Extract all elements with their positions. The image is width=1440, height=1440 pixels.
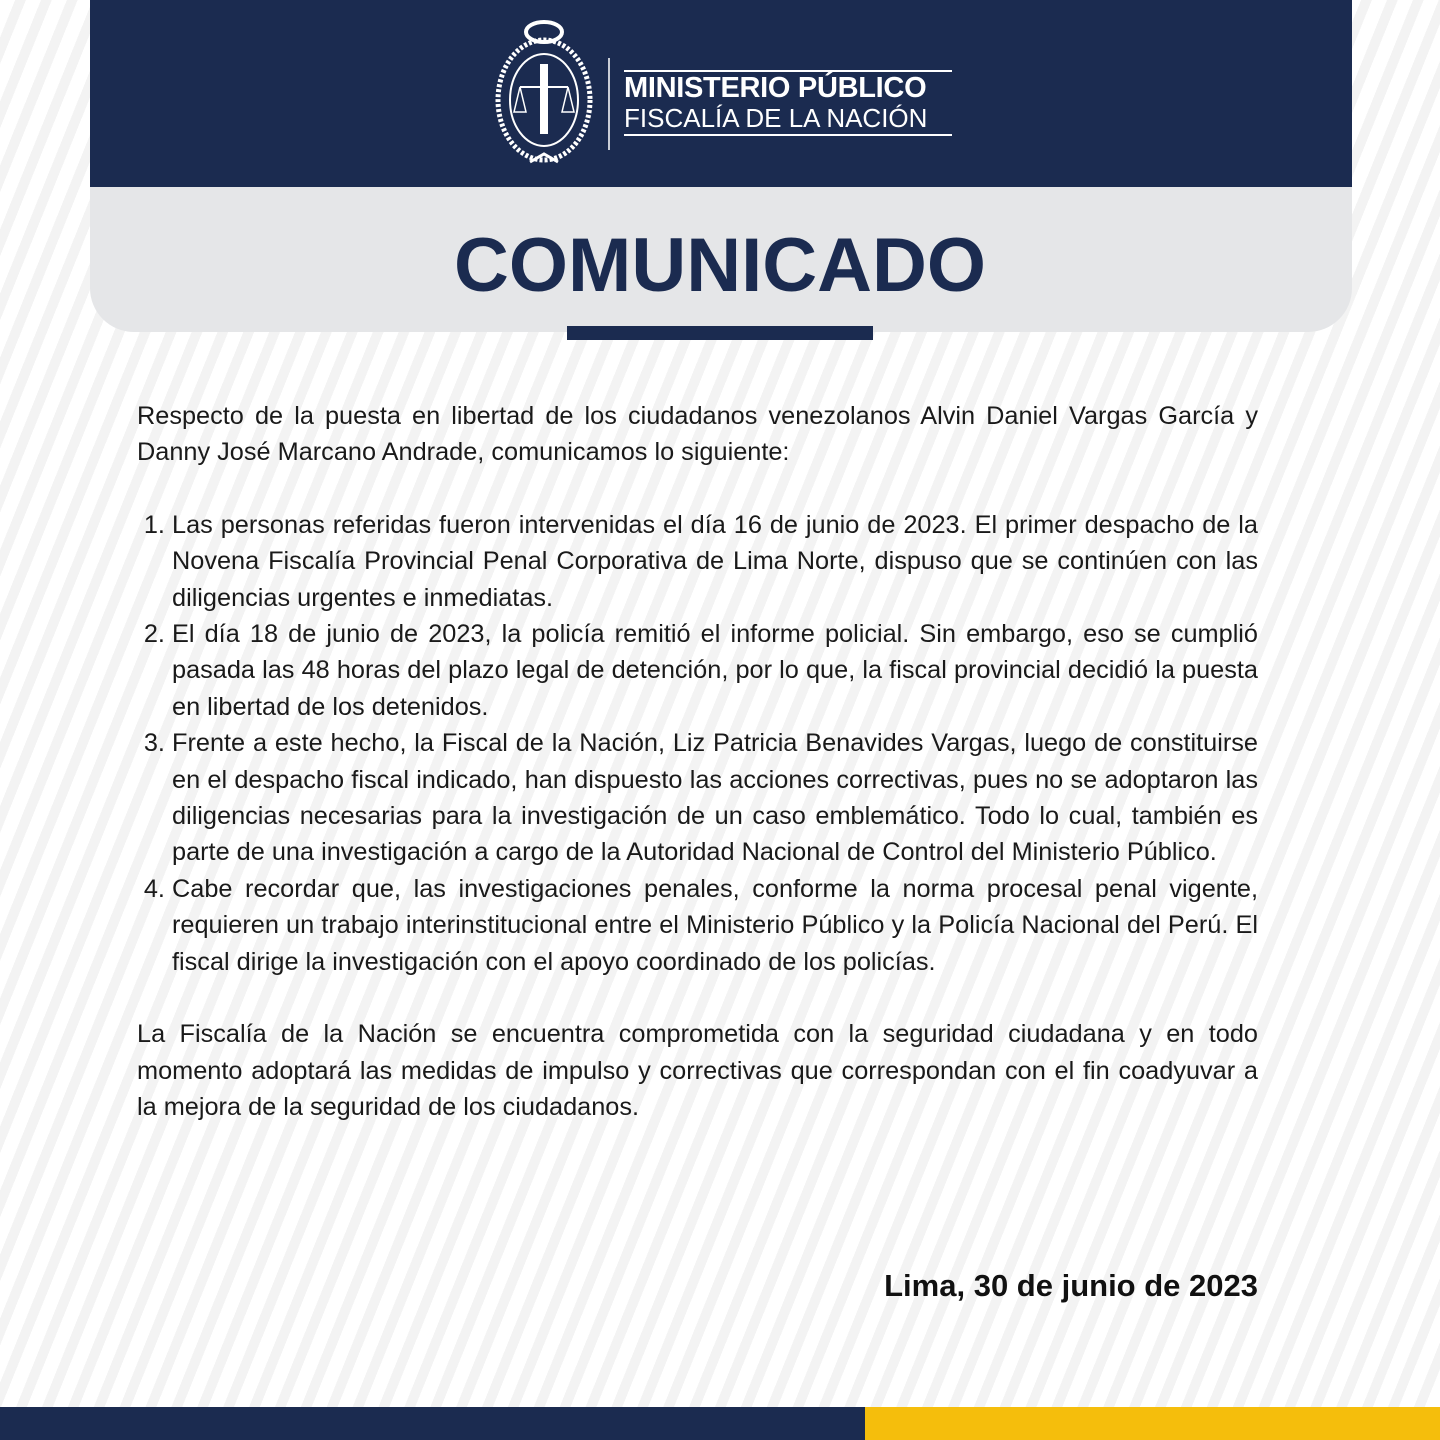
footer-bar-gold [865,1407,1440,1440]
org-subtitle: FISCALÍA DE LA NACIÓN [624,103,928,133]
footer-bar-navy [0,1407,865,1440]
statement-body [137,398,1258,1125]
list-item: 4. Cabe recordar que, las investigaciones penales, conforme la norma procesal penal vigente, requieren un trabajo interinstitucional entre el Ministerio Público y la Policía Nacional del Perú. El fiscal dirige la investigación con el apoyo coordinado de los policías. [172,871,1258,980]
list-item: 3. Frente a este hecho, la Fiscal de la Nación, Liz Patricia Benavides Vargas, luego de constituirse en el despacho fiscal indicado, han dispuesto las acciones correctivas, pues no se adoptaron las diligencias necesarias para la investigación de un caso emblemático. Todo lo cual, también es parte de una investigación a cargo de la Autoridad Nacional de Control del Ministerio Público. [172,725,1258,871]
list-item: 1. Las personas referidas fueron intervenidas el día 16 de junio de 2023. El primer despacho de la Novena Fiscalía Provincial Penal Corporativa de Lima Norte, dispuso que se continúen con las diligencias urgentes e inmediatas. [172,507,1258,616]
logo-divider [608,58,610,150]
page-title: COMUNICADO [454,223,986,308]
intro-paragraph: Respecto de la puesta en libertad de los ciudadanos venezolanos Alvin Daniel Vargas García y Danny José Marcano Andrade, comunicamos lo siguiente: [137,402,1258,467]
org-name: MINISTERIO PÚBLICO [624,72,927,104]
brand-wordmark [624,70,952,136]
list-item: 2. El día 18 de junio de 2023, la policía remitió el informe policial. Sin embargo, eso se cumplió pasada las 48 horas del plazo legal de detención, por lo que, la fiscal provincial decidió la puesta en libertad de los detenidos. [172,616,1258,725]
date-line: Lima, 30 de junio de 2023 [884,1268,1258,1303]
points-list [137,507,1258,980]
ministerio-publico-seal-logo [490,12,598,172]
title-underline [567,326,873,340]
closing-paragraph: La Fiscalía de la Nación se encuentra comprometida con la seguridad ciudadana y en todo momento adoptará las medidas de impulso y correctivas que correspondan con el fin coadyuvar a la mejora de la seguridad de los ciudadanos. [137,1020,1258,1121]
